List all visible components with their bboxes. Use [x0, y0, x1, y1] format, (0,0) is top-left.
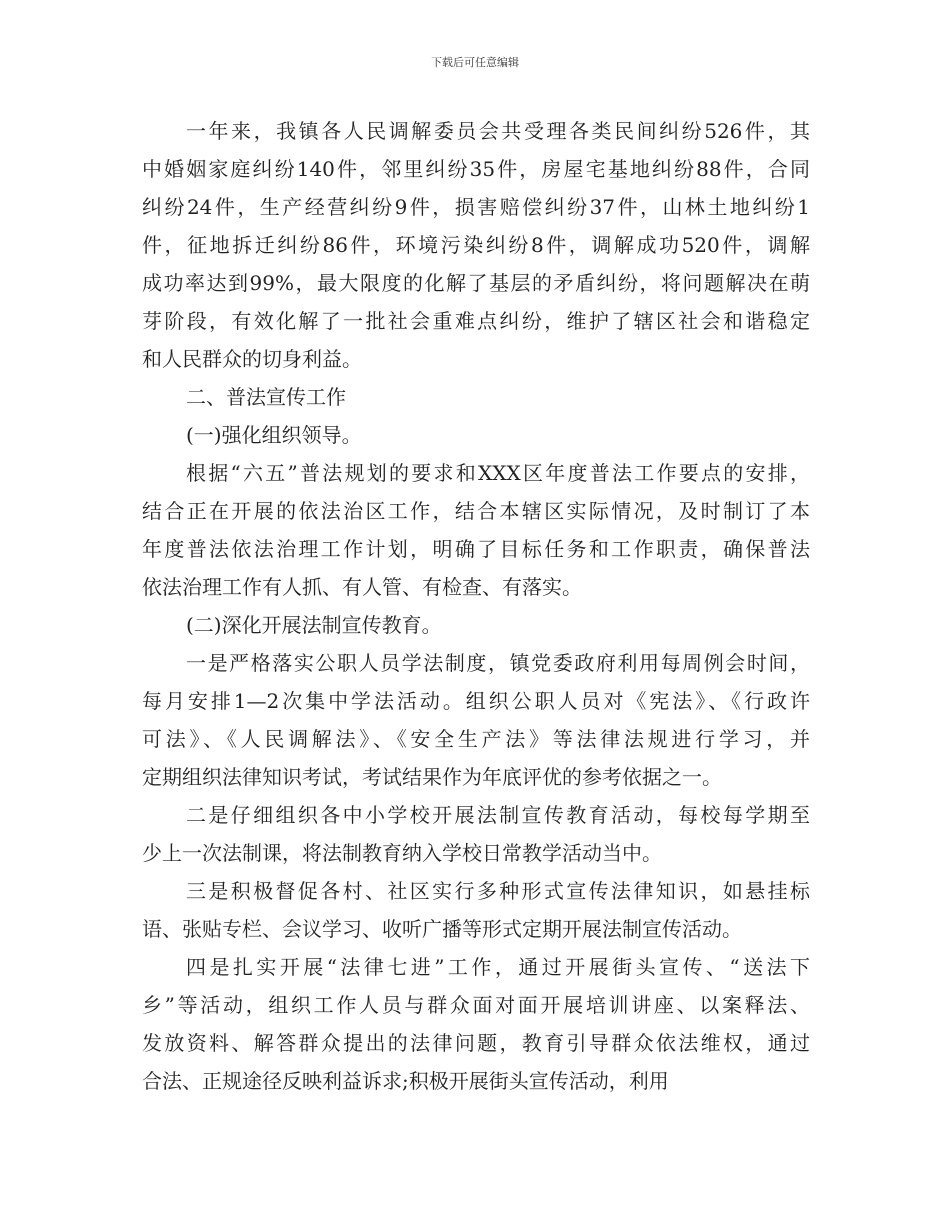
text-line: 一年来，我镇各人民调解委员会共受理各类民间纠纷526件，其 — [186, 119, 810, 143]
text-line: 中婚姻家庭纠纷140件，邻里纠纷35件，房屋宅基地纠纷88件，合同 — [142, 157, 810, 181]
text-line: 语、张贴专栏、会议学习、收听广播等形式定期开展法制宣传活动。 — [142, 917, 742, 941]
text-line: 纠纷24件，生产经营纠纷9件，损害赔偿纠纷37件，山林土地纠纷1 — [142, 195, 810, 219]
document-body — [142, 112, 810, 1100]
text-line: 根据“六五”普法规划的要求和XXX区年度普法工作要点的安排， — [186, 461, 810, 485]
text-line: 发放资料、解答群众提出的法律问题，教育引导群众依法维权，通过 — [142, 1031, 810, 1055]
text-line: 乡”等活动，组织工作人员与群众面对面开展培训讲座、以案释法、 — [142, 993, 810, 1017]
text-line: 四是扎实开展“法律七进”工作，通过开展街头宣传、“送法下 — [186, 955, 810, 979]
text-line: 结合正在开展的依法治区工作，结合本辖区实际情况，及时制订了本 — [142, 499, 810, 523]
text-line: 少上一次法制课，将法制教育纳入学校日常教学活动当中。 — [142, 841, 662, 865]
text-line: 三是积极督促各村、社区实行多种形式宣传法律知识，如悬挂标 — [186, 879, 810, 903]
subsection-heading: (一)强化组织领导。 — [186, 423, 362, 447]
text-line: 一是严格落实公职人员学法制度，镇党委政府利用每周例会时间， — [186, 651, 810, 675]
text-line: 件，征地拆迁纠纷86件，环境污染纠纷8件，调解成功520件，调解 — [142, 233, 810, 257]
text-line: 二是仔细组织各中小学校开展法制宣传教育活动，每校每学期至 — [186, 803, 810, 827]
page-header: 下载后可任意编辑 — [431, 56, 519, 69]
text-line: 成功率达到99%，最大限度的化解了基层的矛盾纠纷，将问题解决在萌 — [142, 271, 810, 295]
section-heading: 二、普法宣传工作 — [186, 385, 346, 409]
text-line: 年度普法依法治理工作计划，明确了目标任务和工作职责，确保普法 — [142, 537, 810, 561]
text-line: 可法》、《人民调解法》、《安全生产法》等法律法规进行学习，并 — [142, 727, 810, 751]
subsection-heading: (二)深化开展法制宣传教育。 — [186, 613, 442, 637]
text-line: 定期组织法律知识考试，考试结果作为年底评优的参考依据之一。 — [142, 765, 722, 789]
text-line: 芽阶段，有效化解了一批社会重难点纠纷，维护了辖区社会和谐稳定 — [142, 309, 810, 333]
text-line: 和人民群众的切身利益。 — [142, 347, 362, 371]
text-line: 依法治理工作有人抓、有人管、有检查、有落实。 — [142, 575, 582, 599]
text-line: 合法、正规途径反映利益诉求;积极开展街头宣传活动，利用 — [142, 1069, 669, 1093]
text-line: 每月安排1—2次集中学法活动。组织公职人员对《宪法》、《行政许 — [142, 689, 810, 713]
